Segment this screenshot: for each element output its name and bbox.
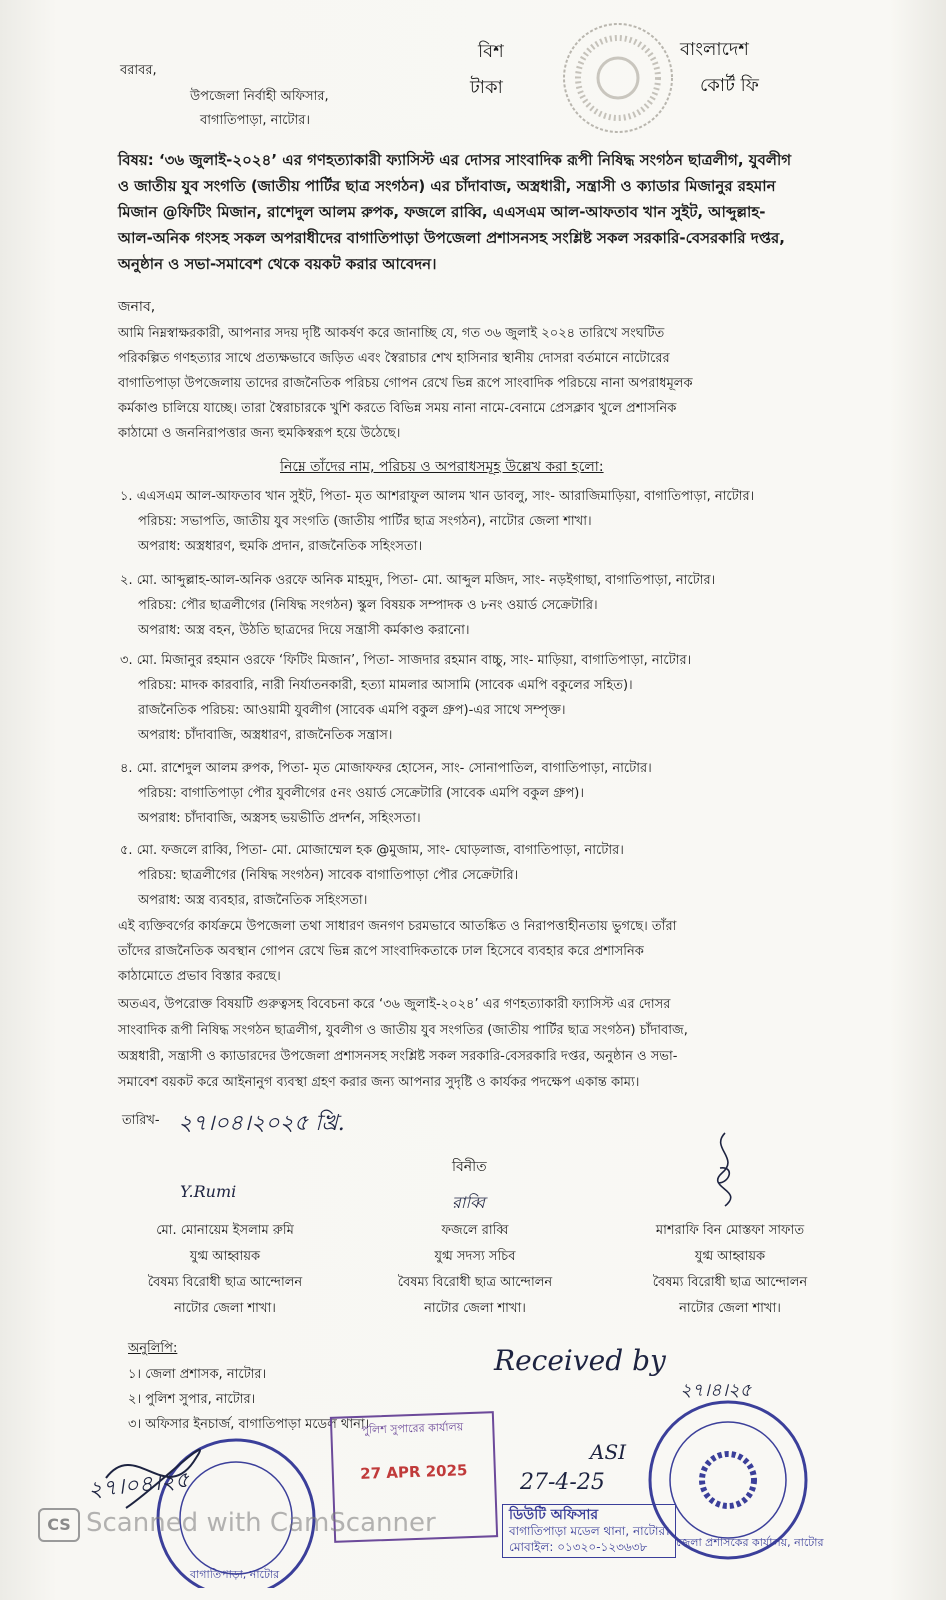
list-item (120, 842, 624, 917)
effect-line: তাঁদের রাজনৈতিক অবস্থান গোপন রেখে ভিন্ন রূপে সাংবাদিকতাকে ঢাল হিসেবে ব্যবহার করে প্রশাসনিক (118, 944, 644, 959)
signatory-org: বৈষম্য বিরোধী ছাত্র আন্দোলন (147, 1275, 303, 1290)
item-name-line: ২. মো. আব্দুল্লাহ-আল-অনিক ওরফে অনিক মাহমুদ, পিতা- মো. আব্দুল মজিদ, সাং- নড়ইগাছা, বাগাতিপাড়া, নাটোর। (120, 573, 716, 588)
signatory-org: বৈষম্য বিরোধী ছাত্র আন্দোলন (652, 1275, 808, 1290)
signatory-block (360, 1222, 590, 1326)
receipt-stamp-date: 27 APR 2025 (359, 1461, 468, 1483)
item-offence-line: অপরাধ: অস্ত্র ব্যবহার, রাজনৈতিক সহিংসতা। (138, 893, 368, 908)
received-date: ২৭।৪।২৫ (680, 1380, 752, 1401)
signatory-branch: নাটোর জেলা শাখা। (424, 1301, 526, 1316)
date-label: তারিখ- (122, 1113, 160, 1128)
date-handwritten: ২৭।০৪।২০২৫ খ্রি. (178, 1111, 345, 1136)
duty-officer-title: ডিউটি অফিসার (509, 1507, 599, 1523)
item-offence-line: অপরাধ: চাঁদাবাজি, অস্ত্রধারণ, রাজনৈতিক সন্ত্রাস। (138, 728, 393, 743)
signatory-role: যুগ্ম সদস্য সচিব (434, 1249, 516, 1264)
camscanner-logo: CS (38, 1508, 80, 1542)
asi-note: ASI (590, 1440, 627, 1464)
court-fee-stamp-seal (560, 20, 676, 136)
item-identity-line: পরিচয়: বাগাতিপাড়া পৌর যুবলীগের ৫নং ওয়ার্ড সেক্রেটারি (সাবেক এমপি বকুল গ্রুপ)। (138, 786, 584, 801)
received-by-handwritten: Received by (494, 1344, 666, 1377)
signatory-name: মাশরাফি বিন মোস্তফা সাফাত (655, 1223, 805, 1238)
item-name-line: ১. এএসএম আল-আফতাব খান সুইট, পিতা- মৃত আশরাফুল আলম খান ডাবলু, সাং- আরাজিমাড়িয়া, বাগাতিপাড়া, নাটোর। (120, 489, 755, 504)
item-identity-line: পরিচয়: পৌর ছাত্রলীগের (নিষিদ্ধ সংগঠন) স্কুল বিষয়ক সম্পাদক ও ৮নং ওয়ার্ড সেক্রেটারি। (138, 598, 598, 613)
subject-block (118, 150, 830, 280)
signatory-block (610, 1222, 850, 1326)
addressee-line1: উপজেলা নির্বাহী অফিসার, (190, 89, 329, 104)
request-line: সাংবাদিক রূপী নিষিদ্ধ সংগঠন ছাত্রলীগ, যুবলীগ ও জাতীয় যুব সংগতির (জাতীয় পার্টির ছাত্র সংগঠন) চাঁদাবাজ, (118, 1023, 688, 1038)
intro-line: বাগাতিপাড়া উপজেলায় তাদের রাজনৈতিক পরিচয় গোপন রেখে ভিন্ন রূপে সাংবাদিক পরিচয়ে নানা অপরাধমূলক (118, 376, 693, 391)
effect-paragraph (118, 918, 830, 993)
effect-line: এই ব্যক্তিবর্গের কার্যক্রমে উপজেলা তথা সাধারণ জনগণ চরমভাবে আতঙ্কিত ও নিরাপত্তাহীনতায় ভুগছে। তাঁরা (118, 919, 677, 934)
signature-1: Y.Rumi (180, 1182, 237, 1201)
intro-paragraph (118, 325, 830, 450)
salutation: জনাব, (118, 299, 156, 315)
item-offence-line: অপরাধ: চাঁদাবাজি, অস্ত্রসহ ভয়ভীতি প্রদর্শন, সহিংসতা। (138, 811, 421, 826)
signatory-name: মো. মোনায়েম ইসলাম রুমি (156, 1223, 294, 1238)
left-handwritten-date: ২৭।০৪।২৫ (86, 1467, 191, 1504)
intro-line: কাঠামো ও জননিরাপত্তার জন্য হুমকিস্বরূপ হয়ে উঠেছে। (118, 426, 401, 441)
duty-officer-thana: বাগাতিপাড়া মডেল থানা, নাটোর। (509, 1524, 670, 1538)
intro-line: আমি নিম্নস্বাক্ষরকারী, আপনার সদয় দৃষ্টি আকর্ষণ করে জানাচ্ছি যে, গত ৩৬ জুলাই ২০২৪ তারিখে সংঘটিত (118, 326, 665, 341)
effect-line: কাঠামোতে প্রভাব বিস্তার করছে। (118, 969, 281, 984)
duty-officer-phone: মোবাইল: ০১৩২০-১২৩৬৩৮ (509, 1540, 648, 1554)
stamp-country: বাংলাদেশ (680, 39, 749, 60)
request-line: অস্ত্রধারী, সন্ত্রাসী ও ক্যাডারদের উপজেলা প্রশাসনসহ সংশ্লিষ্ট সকল সরকারি-বেসরকারি দপ্তর, অনুষ্ঠান ও সভা- (118, 1049, 678, 1064)
subject-line: ও জাতীয় যুব সংগতি (জাতীয় পার্টির ছাত্র সংগঠন) এর চাঁদাবাজ, অস্ত্রধারী, সন্ত্রাসী ও ক্যাডার মিজানুর রহমান (118, 177, 776, 195)
list-item (120, 488, 754, 563)
subject-line: অনুষ্ঠান ও সভা-সমাবেশ থেকে বয়কট করার আবেদন। (118, 255, 437, 273)
copy-item: ২। পুলিশ সুপার, নাটোর। (128, 1392, 256, 1407)
intro-line: কর্মকাণ্ড চালিয়ে যাচ্ছে। তারা স্বৈরাচারকে খুশি করতে বিভিন্ন সময় নানা নামে-বেনামে প্রেসক্লাব খুলে প্রশাসনিক (118, 401, 677, 416)
closing: বিনীত (452, 1159, 487, 1175)
copies-heading: অনুলিপি: (128, 1341, 178, 1356)
receipt-stamp-office: পুলিশ সুপারের কার্যালয় (361, 1420, 464, 1437)
subject-line: আল-অনিক গংসহ সকল অপরাধীদের বাগাতিপাড়া উপজেলা প্রশাসনসহ সংশ্লিষ্ট সকল সরকারি-বেসরকারি দপ্তর, (118, 229, 785, 247)
item-identity-line: পরিচয়: ছাত্রলীগের (নিষিদ্ধ সংগঠন) সাবেক বাগাতিপাড়া পৌর সেক্রেটারি। (138, 868, 519, 883)
signature-2: রাব্বি (452, 1193, 485, 1212)
signatory-role: যুগ্ম আহ্বায়ক (189, 1249, 261, 1264)
subject-line: বিষয়: ‘৩৬ জুলাই-২০২৪’ এর গণহত্যাকারী ফ্যাসিস্ট এর দোসর সাংবাদিক রূপী নিষিদ্ধ সংগঠন ছাত্রলীগ, যুবলীগ (118, 151, 792, 169)
signatory-branch: নাটোর জেলা শাখা। (174, 1301, 276, 1316)
copy-item: ১। জেলা প্রশাসক, নাটোর। (128, 1367, 267, 1382)
request-paragraph (118, 996, 830, 1100)
item-identity-line: পরিচয়: মাদক কারবারি, নারী নির্যাতনকারী, হত্যা মামলার আসামি (সাবেক এমপি বকুলের সহিত)। (138, 678, 633, 693)
list-item (120, 652, 691, 752)
signatory-block (110, 1222, 340, 1326)
list-item (120, 760, 652, 835)
stamp-value-unit: টাকা (470, 77, 503, 98)
signatory-branch: নাটোর জেলা শাখা। (679, 1301, 781, 1316)
subject-line: মিজান @ফিটিং মিজান, রাশেদুল আলম রুপক, ফজলে রাব্বি, এএসএম আল-আফতাব খান সুইট, আব্দুল্লাহ- (118, 203, 766, 221)
item-offence-line: অপরাধ: অস্ত্র বহন, উঠতি ছাত্রদের দিয়ে সন্ত্রাসী কর্মকাণ্ড করানো। (138, 623, 470, 638)
signatory-name: ফজলে রাব্বি (441, 1223, 509, 1238)
dc-stamp-label: জেলা প্রশাসকের কার্যালয়, নাটোর (676, 1536, 824, 1549)
asi-date: 27-4-25 (520, 1470, 605, 1495)
signatory-role: যুগ্ম আহ্বায়ক (694, 1249, 766, 1264)
request-line: অতএব, উপরোক্ত বিষয়টি গুরুত্বসহ বিবেচনা করে ‘৩৬ জুলাই-২০২৪’ এর গণহত্যাকারী ফ্যাসিস্ট এর দোসর (118, 997, 671, 1012)
signature-3 (700, 1128, 750, 1218)
item-name-line: ৩. মো. মিজানুর রহমান ওরফে ‘ফিটিং মিজান’, পিতা- সাজদার রহমান বাচ্চু, সাং- মাড়িয়া, বাগাতিপাড়া, নাটোর। (120, 653, 692, 668)
signatory-org: বৈষম্য বিরোধী ছাত্র আন্দোলন (397, 1275, 553, 1290)
item-identity-line: পরিচয়: সভাপতি, জাতীয় যুব সংগতি (জাতীয় পার্টির ছাত্র সংগঠন), নাটোর জেলা শাখা। (138, 514, 592, 529)
scanner-watermark: Scanned with CamScanner (86, 1508, 436, 1538)
request-line: সমাবেশ বয়কট করে আইনানুগ ব্যবস্থা গ্রহণ করার জন্য আপনার সুদৃষ্টি ও কার্যকর পদক্ষেপ একান্ত কাম্য। (118, 1075, 640, 1090)
list-item (120, 572, 715, 647)
intro-line: পরিকল্পিত গণহত্যার সাথে প্রত্যক্ষভাবে জড়িত এবং স্বৈরাচার শেখ হাসিনার স্থানীয় দোসরা বর্তমানে নাটোরের (118, 351, 670, 366)
item-offence-line: অপরাধ: অস্ত্রধারণ, হুমকি প্রদান, রাজনৈতিক সহিংসতা। (138, 539, 423, 554)
stamp-value-text: বিশ (478, 41, 504, 62)
item-political-line: রাজনৈতিক পরিচয়: আওয়ামী যুবলীগ (সাবেক এমপি বকুল গ্রুপ)-এর সাথে সম্পৃক্ত। (138, 703, 566, 718)
copy-item: ৩। অফিসার ইনচার্জ, বাগাতিপাড়া মডেল থানা। (128, 1417, 370, 1432)
left-stamp-label: বাগাতিপাড়া, নাটোর (190, 1568, 280, 1581)
addressee-line2: বাগাতিপাড়া, নাটোর। (200, 113, 311, 128)
list-heading: নিম্নে তাঁদের নাম, পরিচয় ও অপরাধসমূহ উল্লেখ করা হলো: (280, 459, 604, 475)
stamp-court-fee: কোর্ট ফি (700, 75, 759, 96)
addressee-label: বরাবর, (120, 63, 157, 78)
item-name-line: ৪. মো. রাশেদুল আলম রুপক, পিতা- মৃত মোজাফফর হোসেন, সাং- সোনাপাতিল, বাগাতিপাড়া, নাটোর। (120, 761, 652, 776)
item-name-line: ৫. মো. ফজলে রাব্বি, পিতা- মো. মোজাম্মেল হক @মুজাম, সাং- ঘোড়লাজ, বাগাতিপাড়া, নাটোর। (120, 843, 624, 858)
